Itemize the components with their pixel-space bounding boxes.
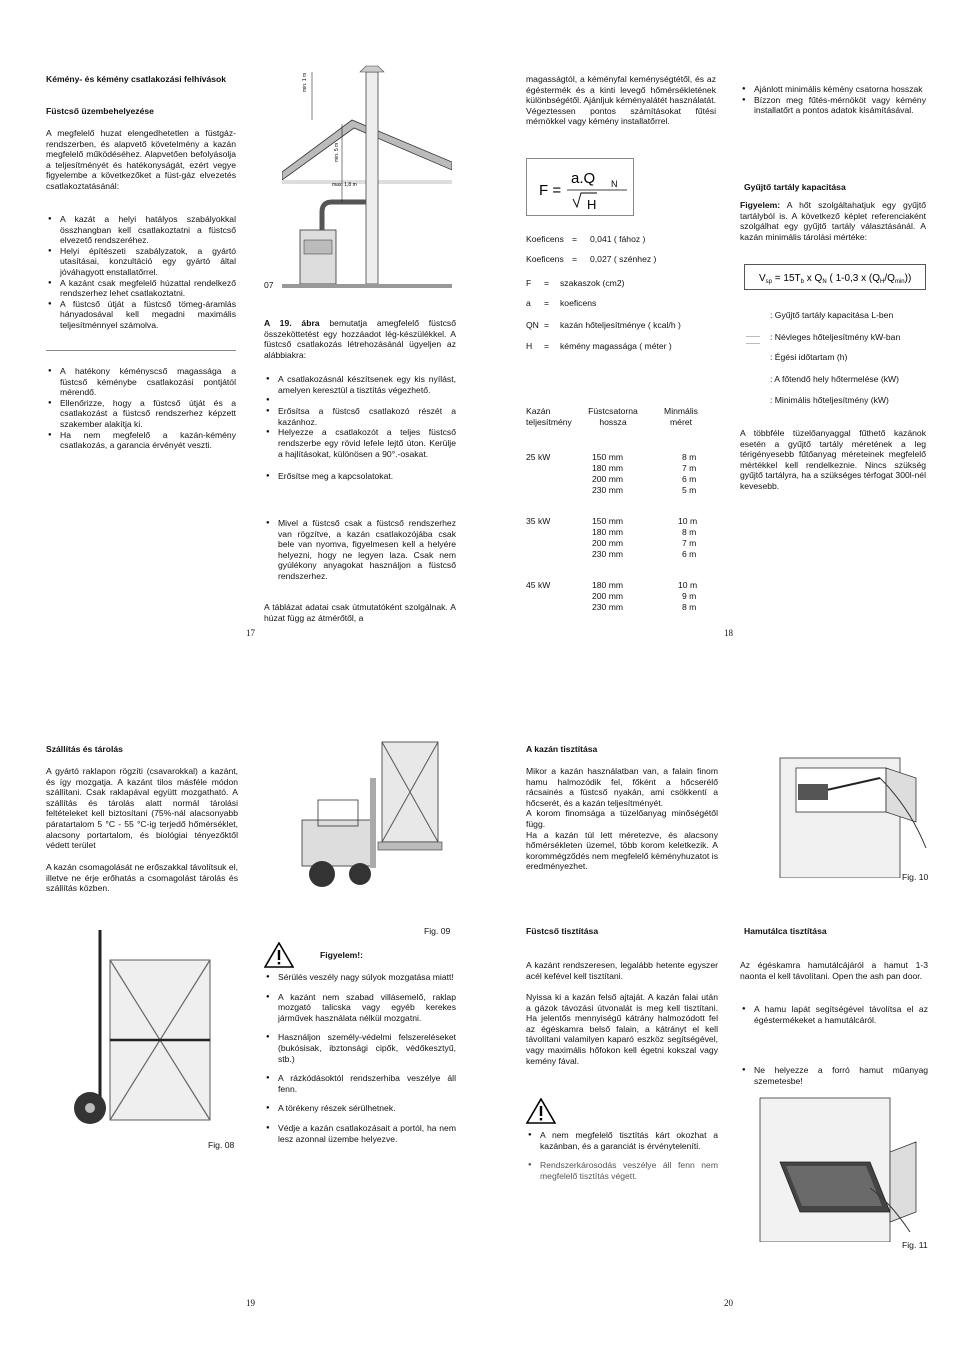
tank-title: Gyűjtő tartály kapacitása bbox=[744, 182, 846, 192]
ash-title: Hamutálca tisztítása bbox=[744, 926, 827, 936]
list-item: ● Rendszerkárosodás veszélye áll fenn nem megfelelő tisztítás végett. bbox=[526, 1160, 718, 1181]
p17-bullets-3 bbox=[264, 374, 456, 482]
list-item: ● A rázkódásoktól rendszerhiba veszélye áll fenn. bbox=[264, 1073, 456, 1094]
legend-item: : Névleges hőteljesítmény kW-ban bbox=[770, 332, 901, 342]
handtruck-figure bbox=[60, 920, 240, 1130]
p20-title: A kazán tisztítása bbox=[526, 744, 598, 754]
table-header: Minmális méret bbox=[664, 406, 698, 427]
p19-text: A gyártó raklapon rögzíti (csavarokkal) a kazánt, és így mozgatja. A kazánt tilos másféle módon szállítani. Csak raklapával együtt mozgatható. A szállítás és tárolás alatt normál tárolási feltételeket kell biztosítani (75%-nál alacsonyabb páratartalom 5 °C - 55 °C-ig terjedő hőmérséklet, alacsony portartalom, és biológiai tényezőktől védett terület bbox=[46, 766, 238, 851]
fig-label: Fig. 09 bbox=[424, 926, 451, 936]
formula-box bbox=[526, 158, 634, 216]
dim-label: min. 1 m bbox=[302, 72, 308, 92]
list-item: ● Erősítsa a füstcső csatlakozó részét a kazánhoz. bbox=[264, 406, 456, 427]
ash-text: Az égéskamra hamutálcájáról a hamut 1-3 naonta el kell távolítani. Open the ash pan door. bbox=[740, 960, 928, 981]
chimney-figure bbox=[282, 62, 452, 302]
list-item: ● Ha nem megfelelő a kazán-kémény csatlakozás, a garancia érvényét veszti. bbox=[46, 430, 236, 451]
table-header: Kazán teljesítmény bbox=[526, 406, 572, 427]
list-item: ● A kazánt nem szabad villásemelő, raklap mozgató talicska vagy egyéb kerekes járművek használata nélkül mozgatni. bbox=[264, 992, 456, 1024]
table-header: Füstcsatorna hossza bbox=[588, 406, 638, 427]
legend-symbol bbox=[746, 336, 760, 344]
list-item: ● Védje a kazán csatlakozásait a portól, ha nem lesz azonnal üzembe helyezve. bbox=[264, 1123, 456, 1144]
p20-ash-bullets bbox=[740, 1004, 928, 1086]
warning-icon bbox=[264, 942, 294, 973]
p19-text2: A kazán csomagolását ne erőszakkal távolítsuk el, illetve ne érje erőhatás a csomagolást tárolás és szállítás közben. bbox=[46, 862, 238, 894]
table-cell: 45 kW bbox=[526, 580, 551, 590]
p17-bullets-1 bbox=[46, 214, 236, 331]
formula-F: F = bbox=[539, 182, 562, 199]
formula-den: H bbox=[587, 197, 597, 212]
p17-intro: A megfelelő huzat elengedhetetlen a füstgáz-rendszerben, és alapvető követelmény a kazán megfelelő működéséhez. Alapvetően befolyásolja a teljesítményét és hatékonyságát, ezért vegye figyelembe a következőket a füst-gáz elvezetés csatlakoztatásánál: bbox=[46, 128, 236, 191]
ashpan-figure-11 bbox=[740, 1092, 930, 1242]
list-item: ● Ellenőrizze, hogy a füstcső útját és a csatlakozást a füstcső rendszerhez képzett szakember alakítja ki. bbox=[46, 398, 236, 430]
list-item: ● A hamu lapát segítségével távolítsa el az égéstermékeket a hamutálcáról. bbox=[740, 1004, 928, 1025]
list-item: ● A csatlakozásnál készítsenek egy kis nyílást, amelyen keresztül a tisztítás végezhető. bbox=[264, 374, 456, 395]
dim-label: min. 5 m bbox=[334, 142, 340, 162]
legend-item: : Égési időtartam (h) bbox=[770, 352, 848, 362]
p18-right-bullets bbox=[740, 84, 926, 116]
clean-title: Füstcső tisztítása bbox=[526, 926, 599, 936]
dim-label: max. 1,8 m bbox=[332, 182, 357, 188]
table-cell: 35 kW bbox=[526, 516, 551, 526]
p17-title: Kémény- és kémény csatlakozási felhívások bbox=[46, 74, 227, 84]
p18-cont: magasságtól, a kéményfal keménységtétől, és az égéstermék és a kinti levegő hőmérsékletének különbségétől. Ajánljuk kéményalátét használatát. Végeztessen pontos számításokat fűtési mérnökkel vagy kémény installatőrrel. bbox=[526, 74, 716, 127]
p19-title: Szállítás és tárolás bbox=[46, 744, 123, 754]
warn-title: Figyelem!: bbox=[320, 950, 363, 960]
list-item: ● Ne helyezze a forró hamut műanyag szemetesbe! bbox=[740, 1065, 928, 1086]
fig-label: Fig. 08 bbox=[208, 1140, 235, 1150]
tank-formula bbox=[744, 264, 926, 290]
tank-tail: A többféle tüzelőanyaggal fűthető kazánok esetén a gyűjtő tartály méretének a leg térigényesebb fűtőanyag méreteinek megfelelő mértékkel kell rendelkeznie. Nincs szükség gyűjtő tartályra, ha a szükséges térfogat 300l-nél kevesebb. bbox=[740, 428, 926, 491]
list-item: ● Mivel a füstcső csak a füstcső rendszerhez van rögzítve, a kazán csatlakozójába csak bele van nyomva, figyelmesen kell a helyére helyezni, hogy ne legyen laza. Csak nem gyúlékony anyagokat használjon a füstcső rendszerhez. bbox=[264, 518, 456, 582]
list-item: ● A füstcső útját a füstcső tömeg-áramlás hányadosával kell megadni maximális teljesítménnyel számolva. bbox=[46, 299, 236, 331]
list-item: ● A kazát a helyi hatályos szabályokkal összhangban kell csatlakoztatni a füstcső elvezető rendszeréhez. bbox=[46, 214, 236, 246]
p17-subtitle: Füstcső üzembehelyezése bbox=[46, 106, 154, 116]
legend-item: : Gyűjtő tartály kapacitása L-ben bbox=[770, 310, 894, 320]
list-item bbox=[264, 395, 456, 406]
fig-label: Fig. 11 bbox=[902, 1240, 928, 1250]
list-item: ● A kazánt csak megfelelő húzattal rendelkező rendszerhez lehet csatlakoztatni. bbox=[46, 278, 236, 299]
p20-text: Mikor a kazán használatban van, a falain finom hamu halmozódik fel, főként a hőcserélő rácsainés a füstcső nyakán, ami csökkentí a hőcserét, és a kazán teljesítményét. A korom finomsága a tüzelőanyag minőségétől függ. Ha a kazán túl lett méretezve, és alacsony hőmérsékleten üzemel, több korom keletkezik. A korommégződés nem megfelelő kéményhuzatot is eredményezhet. bbox=[526, 766, 718, 872]
table-cell: 25 kW bbox=[526, 452, 551, 462]
p19-warn-bullets bbox=[264, 972, 456, 1144]
list-item: ● Erősítse meg a kapcsolatokat. bbox=[264, 471, 456, 482]
list-item: ● Bízzon meg fűtés-mérnököt vagy kémény installatőrt a pontos adatok kisámításával. bbox=[740, 95, 926, 116]
p17-bullets-2 bbox=[46, 366, 236, 451]
forklift-figure bbox=[262, 738, 462, 898]
list-item: ● Sérülés veszély nagy súlyok mozgatása miatt! bbox=[264, 972, 456, 983]
chimney-table: Kazán teljesítmény Füstcsatorna hossza Minmális méret 25 kW 150 mm 8 m 180 mm 7 m 200 mm 6 m 230 mm 5 m 35 kW 150 mm 10 m 180 mm 8 m 200 mm 7 m 230 mm 6 m 45 kW 180 mm 10 m 200 mm 9 m 230 mm 8 m bbox=[526, 406, 716, 616]
clean-text1: A kazánt rendszeresen, legalább hetente egyszer acél kefével kell tisztítani. bbox=[526, 960, 718, 981]
list-item: ● Helyi építészeti szabályzatok, a gyártó utasításai, konzultáció egy gyártó által jóváhagyott enstallatőrrel. bbox=[46, 246, 236, 278]
formula-defs: Koeficens = 0,041 ( fához ) Koeficens = 0,027 ( szénhez ) F = szakaszok (cm2) a = koeficens QN = kazán hőteljesítménye ( kcal/h ) H = kémény magassága ( méter ) bbox=[526, 234, 681, 351]
p17-fig-caption: A 19. ábra bemutatja amegfelelő füstcső összeköttetést egy hozzáadot lég-készülékkel. A füstcső csatlakozás létrehozásánál ügyeljen az alábbiakra: bbox=[264, 318, 457, 360]
list-item: ● A hatékony kéményscső magassága a füstcső kéménybe csatlakozási pontjától mérendő. bbox=[46, 366, 236, 398]
svg-text:Vsp = 15Tb x QN ( 1-0,3 x (QH/: $V_{sp} = 15T_b$ x $Q_N$ ( 1-0,3 x $(Q_H/Q_{min})$) bbox=[759, 273, 912, 285]
p17-rule bbox=[46, 350, 236, 351]
formula-sub: N bbox=[611, 179, 618, 189]
tank-text: Figyelem: A hőt szolgáltahatjuk egy gyűjtő tartályból is. A következő képlet referenciaként szolgálhat egy gyűjtő tartály választásánál. A kazán minimális tárolási mértéke: bbox=[740, 200, 926, 242]
cleaning-figure-10 bbox=[740, 738, 930, 878]
warning-icon bbox=[526, 1098, 556, 1129]
list-item: ● Helyezze a csatlakozót a teljes füstcső rendszerbe egy rövid lefele lejtő úton. Kerülje a hajlításokat, különösen a 90°.-osakat. bbox=[264, 427, 456, 459]
page-number: 17 bbox=[246, 628, 255, 638]
page-number: 19 bbox=[246, 1298, 255, 1308]
clean-text2: Nyissa ki a kazán felső ajtaját. A kazán falai után a gázok távozási útvonalát is meg kell tisztítani. Ha jelentős mennyiségű kátrány halmozódott fel az égéskamra belső falain, a kátrányt el kell távolítani valamilyen kaparó eszköz segítségével, vagy maximális hőfokon kell égetni kokszal vagy kemény fával. bbox=[526, 992, 718, 1066]
p17-bullets-4 bbox=[264, 518, 456, 582]
tank-legend bbox=[744, 306, 930, 416]
list-item: ● Ajánlott minimális kémény csatorna hosszak bbox=[740, 84, 926, 95]
legend-item: : A főtendő hely hőtermelése (kW) bbox=[770, 374, 899, 384]
legend-item: : Minimális hőteljesítmény (kW) bbox=[770, 395, 889, 405]
fig-label: Fig. 10 bbox=[902, 872, 929, 882]
list-item: ● A nem megfelelő tisztítás kárt okozhat a kazánban, és a garanciát is érvényteleníti. bbox=[526, 1130, 718, 1151]
list-item: ● A törékeny részek sérülhetnek. bbox=[264, 1103, 456, 1114]
list-item: ● Használjon személy-védelmi felszereléseket (bukósisak, ibztonsági cipők, védőkesztyű, stb.) bbox=[264, 1032, 456, 1064]
page-number: 20 bbox=[724, 1298, 733, 1308]
p17-fig-label: 07 bbox=[264, 280, 274, 290]
p20-warn-bullets bbox=[526, 1130, 718, 1181]
p17-tail: A táblázat adatai csak útmutatóként szolgálnak. A húzat függ az átmérőtől, a bbox=[264, 602, 456, 623]
formula-num: a.Q bbox=[571, 170, 596, 187]
page-number: 18 bbox=[724, 628, 733, 638]
